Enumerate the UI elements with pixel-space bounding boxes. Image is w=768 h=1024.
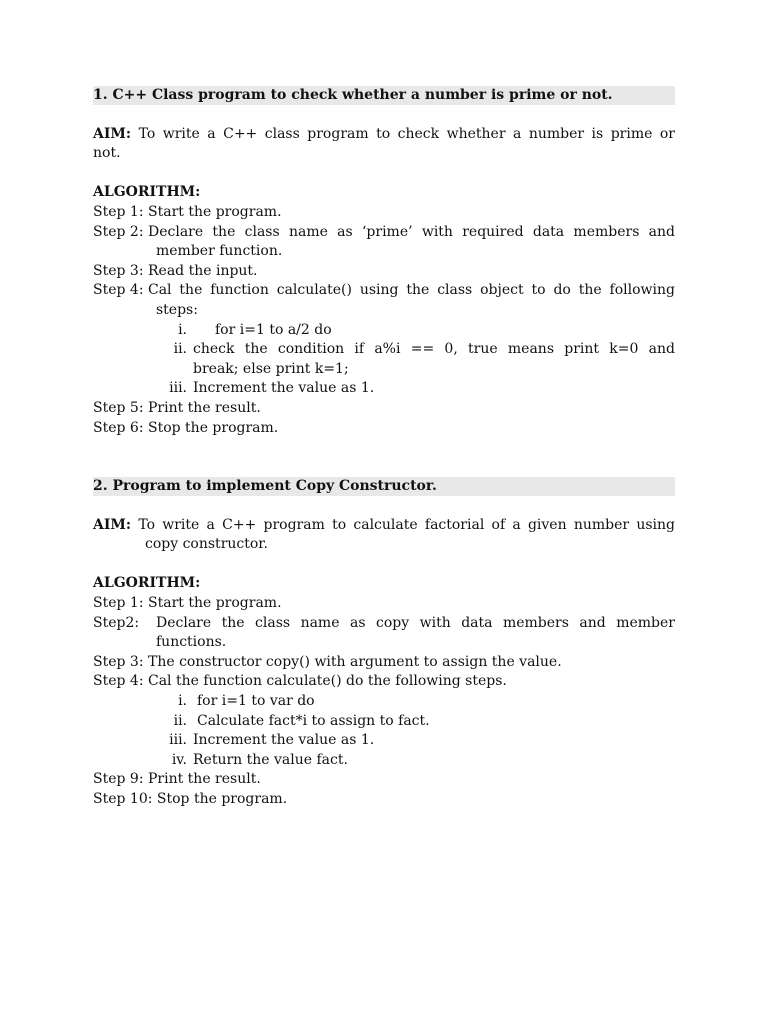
step-label: Step 3: xyxy=(93,262,144,279)
step-text: Cal the function calculate() using the class object to do the following xyxy=(148,282,675,299)
step-text: Start the program. xyxy=(148,595,282,612)
step-label: Step 6: xyxy=(93,419,144,436)
step-text-continued: steps: xyxy=(156,301,198,318)
algorithm-step xyxy=(93,399,675,419)
step-text: Stop the program. xyxy=(156,791,288,807)
sub-step-text: for i=1 to var do xyxy=(197,693,315,710)
step-label: Step 4: xyxy=(93,673,144,690)
step-label: Step 1: xyxy=(93,203,144,220)
sub-step-number: iv. xyxy=(171,751,187,768)
step-text: Start the program. xyxy=(148,203,282,220)
algorithm-step xyxy=(93,594,675,614)
step-text: Declare the class name as ‘prime’ with required data members and xyxy=(148,223,675,240)
algorithm-step xyxy=(93,653,675,673)
sub-step-number: i. xyxy=(178,693,187,710)
aim-label: AIM: xyxy=(93,125,132,142)
sub-step-text: for i=1 to a/2 do xyxy=(215,321,332,338)
algorithm-step xyxy=(93,223,675,243)
sub-step-number: ii. xyxy=(173,341,187,358)
section-1-title: 1. C++ Class program to check whether a number is prime or not. xyxy=(93,86,675,105)
sub-step-text: Return the value fact. xyxy=(193,751,348,768)
algorithm-step xyxy=(93,203,675,223)
sub-step-number: iii. xyxy=(169,732,187,749)
aim-text-line1: To write a C++ program to calculate factorial of a given number using xyxy=(138,516,675,533)
step-label: Step 3: xyxy=(93,653,144,670)
step-text: Print the result. xyxy=(148,771,261,788)
algorithm-step xyxy=(93,672,675,692)
aim-text-line2: not. xyxy=(93,145,121,162)
sub-step xyxy=(93,712,675,732)
algorithm-step xyxy=(93,790,675,810)
step-text: The constructor copy() with argument to assign the value. xyxy=(148,653,562,670)
aim-label: AIM: xyxy=(93,516,132,533)
algorithm-step xyxy=(93,419,675,439)
step-text: Declare the class name as copy with data members and member xyxy=(156,614,675,631)
sub-step-text: Increment the value as 1. xyxy=(193,732,375,749)
sub-step xyxy=(93,379,675,399)
section-2-title: 2. Program to implement Copy Constructor. xyxy=(93,477,675,496)
step-label: Step 1: xyxy=(93,595,144,612)
sub-step-number: iii. xyxy=(169,380,187,397)
step-text: Cal the function calculate() do the following steps. xyxy=(148,673,507,690)
section-2-aim xyxy=(93,516,675,536)
sub-step-number: ii. xyxy=(173,712,187,729)
algorithm-step xyxy=(93,614,675,634)
sub-step xyxy=(93,321,675,341)
step-label: Step2: xyxy=(93,614,140,631)
algorithm-step xyxy=(93,770,675,790)
step-text-continued: member function. xyxy=(156,243,283,260)
aim-text-line2: copy constructor. xyxy=(145,536,268,553)
algorithm-heading: ALGORITHM: xyxy=(93,575,201,592)
sub-step-number: i. xyxy=(178,321,187,338)
algorithm-step xyxy=(93,281,675,301)
sub-step-continued: break; else print k=1; xyxy=(193,360,349,377)
step-text: Stop the program. xyxy=(148,419,279,436)
step-text: Read the input. xyxy=(148,262,258,279)
document-page xyxy=(93,86,675,810)
sub-step xyxy=(93,751,675,771)
step-text: Print the result. xyxy=(148,399,261,416)
sub-step-text: Increment the value as 1. xyxy=(193,380,375,397)
section-1-aim xyxy=(93,125,675,145)
sub-step xyxy=(93,340,675,360)
sub-step-text: check the condition if a%i == 0, true means print k=0 and xyxy=(193,341,675,358)
sub-step xyxy=(93,692,675,712)
algorithm-step xyxy=(93,262,675,282)
step-label: Step 2: xyxy=(93,223,144,240)
sub-step-text: Calculate fact*i to assign to fact. xyxy=(197,712,430,729)
step-text-continued: functions. xyxy=(156,634,227,651)
step-label: Step 10: xyxy=(93,791,153,807)
algorithm-heading: ALGORITHM: xyxy=(93,184,201,201)
aim-text-line1: To write a C++ class program to check whether a number is prime or xyxy=(138,125,675,142)
sub-step xyxy=(93,731,675,751)
step-label: Step 5: xyxy=(93,399,144,416)
step-label: Step 4: xyxy=(93,282,144,299)
step-label: Step 9: xyxy=(93,771,144,788)
